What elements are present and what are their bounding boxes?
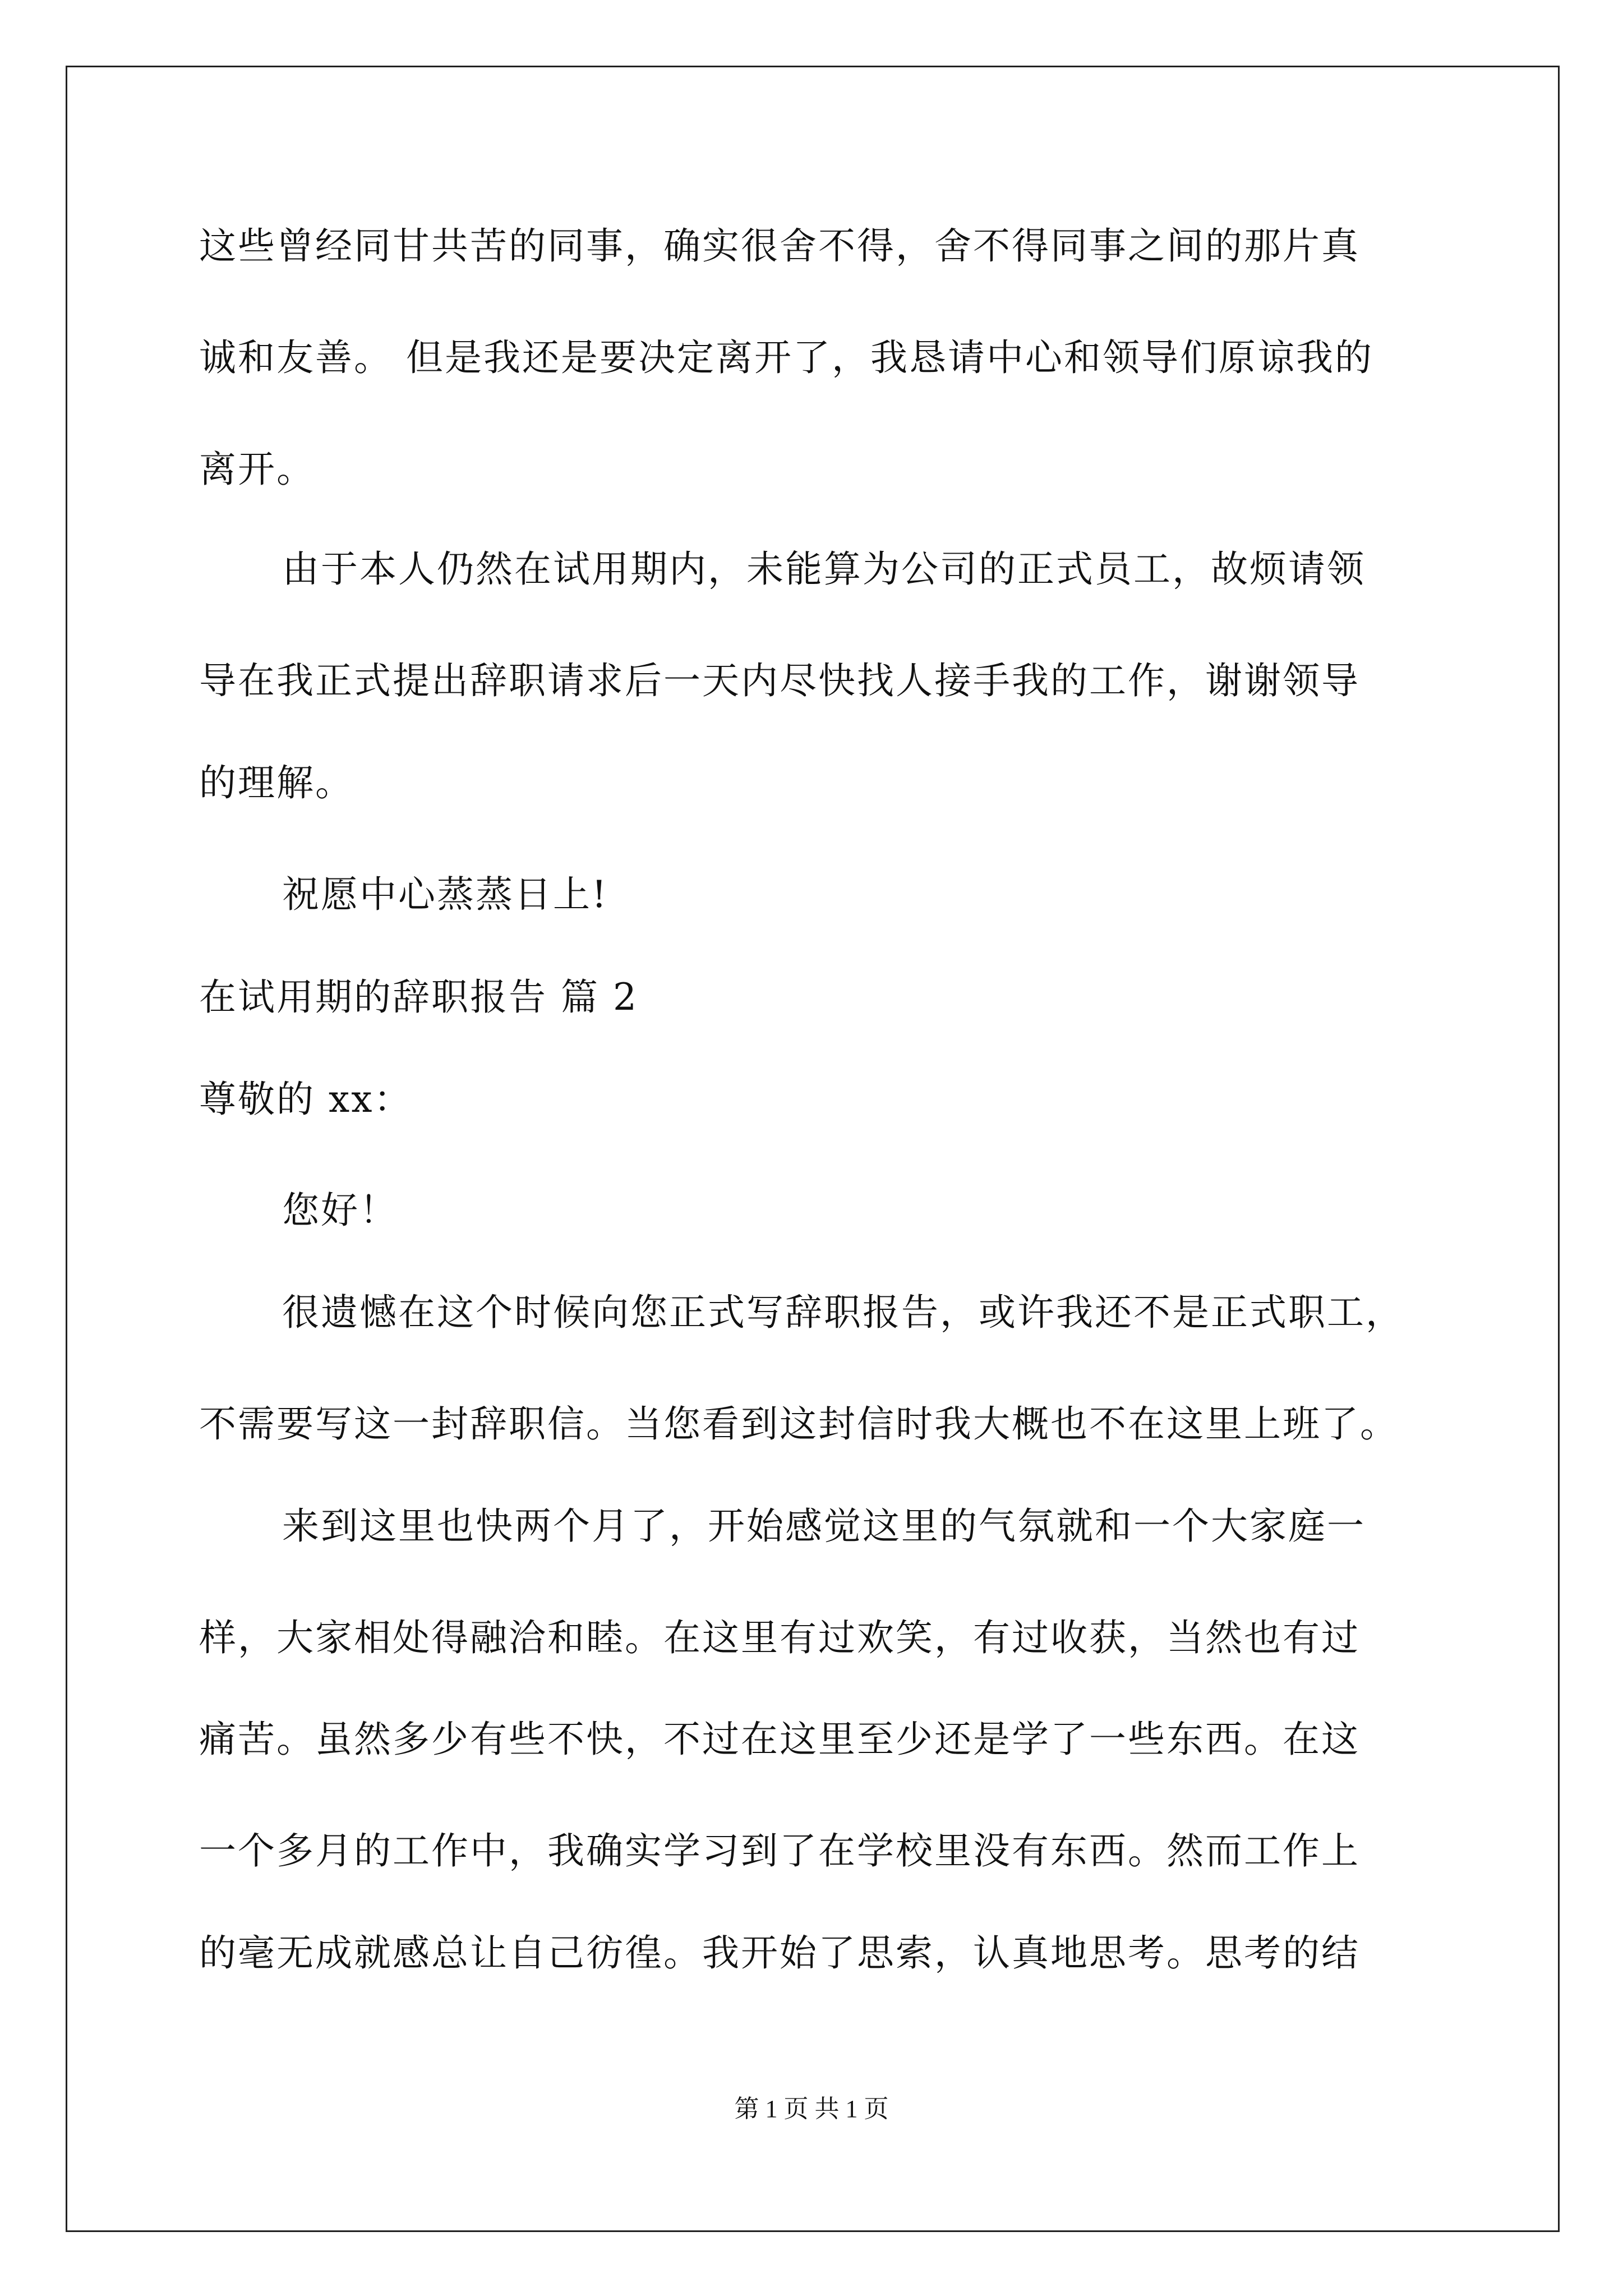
section-heading: 在试用期的辞职报告 篇 2 <box>199 976 638 1019</box>
text-line: 导在我正式提出辞职请求后一天内尽快找人接手我的工作，谢谢领导 <box>199 659 1360 702</box>
text-line: 由于本人仍然在试用期内，未能算为公司的正式员工，故烦请领 <box>282 547 1366 591</box>
text-line: 诚和友善。 但是我还是要决定离开了，我恳请中心和领导们原谅我的 <box>199 336 1373 379</box>
page-footer: 第 1 页 共 1 页 <box>734 2095 889 2123</box>
text-line: 不需要写这一封辞职信。当您看到这封信时我大概也不在这里上班了。 <box>199 1402 1399 1446</box>
text-line: 这些曾经同甘共苦的同事，确实很舍不得，舍不得同事之间的那片真 <box>199 224 1360 268</box>
text-line: 样，大家相处得融洽和睦。在这里有过欢笑，有过收获，当然也有过 <box>199 1616 1360 1659</box>
text-line: 的理解。 <box>199 761 354 804</box>
greeting: 您好！ <box>282 1189 398 1232</box>
text-line: 来到这里也快两个月了，开始感觉这里的气氛就和一个大家庭一 <box>282 1504 1366 1548</box>
text-line: 一个多月的工作中，我确实学习到了在学校里没有东西。然而工作上 <box>199 1829 1360 1872</box>
text-line: 的毫无成就感总让自己彷徨。我开始了思索，认真地思考。思考的结 <box>199 1931 1360 1975</box>
text-line: 痛苦。虽然多少有些不快，不过在这里至少还是学了一些东西。在这 <box>199 1718 1360 1761</box>
text-line: 很遗憾在这个时候向您正式写辞职报告，或许我还不是正式职工， <box>282 1291 1404 1334</box>
page-border <box>66 66 1560 2232</box>
text-line: 离开。 <box>199 448 315 491</box>
salutation: 尊敬的 xx： <box>199 1078 413 1121</box>
closing-wish: 祝愿中心蒸蒸日上! <box>282 873 608 916</box>
